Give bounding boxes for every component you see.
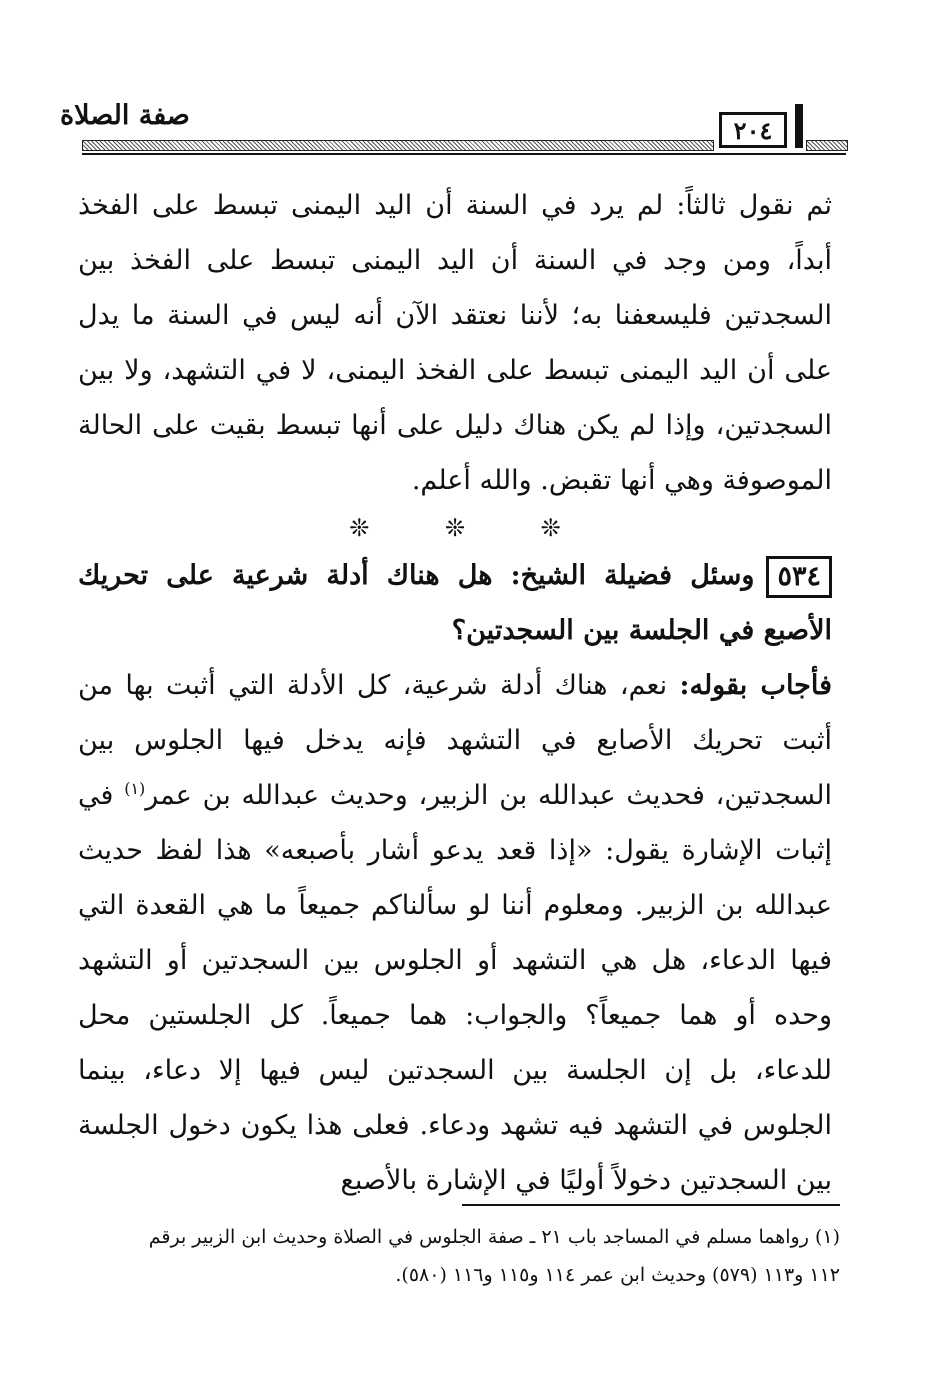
header-rule	[82, 153, 846, 155]
question-heading	[78, 548, 832, 658]
header-hatched-rule	[82, 140, 714, 151]
page-number: ٢٠٤	[719, 112, 787, 148]
question-text: وسئل فضيلة الشيخ: هل هناك أدلة شرعية على تحريك الأصبع في الجلسة بين السجدتين؟	[78, 560, 832, 646]
footnote-reference: (١)	[124, 779, 146, 798]
answer-text-1: نعم، هناك أدلة شرعية، كل الأدلة التي أثبت بها من أثبت تحريك الأصابع في التشهد فإنه يدخل فيها الجلوس بين السجدتين، فحديث عبدالله بن الزبير، وحديث عبدالله بن عمر	[78, 670, 833, 811]
main-text	[78, 178, 832, 1208]
answer-text-2: في إثبات الإشارة يقول: «إذا قعد يدعو أشار بأصبعه» هذا لفظ حديث عبدالله بن الزبير. ومعلوم أننا لو سألناكم جميعاً ما هي القعدة التي فيها الدعاء، هل هي التشهد أو الجلوس بين السجدتين أو التشهد وحده أو هما جميعاً؟ والجواب: هما جميعاً. كل الجلستين محل للدعاء، بل إن الجلسة بين السجدتين ليس فيها إلا دعاء، بينما الجلوس في التشهد فيه تشهد ودعاء. فعلى هذا يكون دخول الجلسة بين السجدتين دخولاً أوليًا في الإشارة بالأصبع	[78, 780, 832, 1196]
footnote	[78, 1218, 840, 1294]
footnote-rule	[462, 1204, 840, 1206]
answer-lead: فأجاب بقوله:	[679, 670, 832, 701]
question-number: ٥٣٤	[766, 556, 832, 598]
footnote-line-2: ١١٢ و١١٣ (٥٧٩) وحديث ابن عمر ١١٤ و١١٥ و١١٦ (٥٨٠).	[395, 1264, 840, 1286]
section-separator: ❊ ❊ ❊	[349, 514, 595, 542]
running-title: صفة الصلاة	[60, 100, 190, 131]
footnote-line-1: (١) رواهما مسلم في المساجد باب ٢١ ـ صفة الجلوس في الصلاة وحديث ابن الزبير برقم	[148, 1226, 840, 1248]
paragraph-1: ثم نقول ثالثاً: لم يرد في السنة أن اليد اليمنى تبسط على الفخذ أبداً، ومن وجد في السنة أن اليد اليمنى تبسط على الفخذ بين السجدتين فليسعفنا به؛ لأننا نعتقد الآن أنه ليس في السنة ما يدل على أن اليد اليمنى تبسط على الفخذ اليمنى، لا في التشهد، ولا بين السجدتين، وإذا لم يكن هناك دليل على أنها تبسط بقيت على الحالة الموصوفة وهي أنها تقبض. والله أعلم.	[78, 190, 832, 496]
header-bar-ornament	[795, 104, 803, 148]
header-hatched-rule-short	[806, 140, 848, 151]
page-header	[0, 0, 928, 160]
answer-paragraph	[78, 658, 832, 1208]
